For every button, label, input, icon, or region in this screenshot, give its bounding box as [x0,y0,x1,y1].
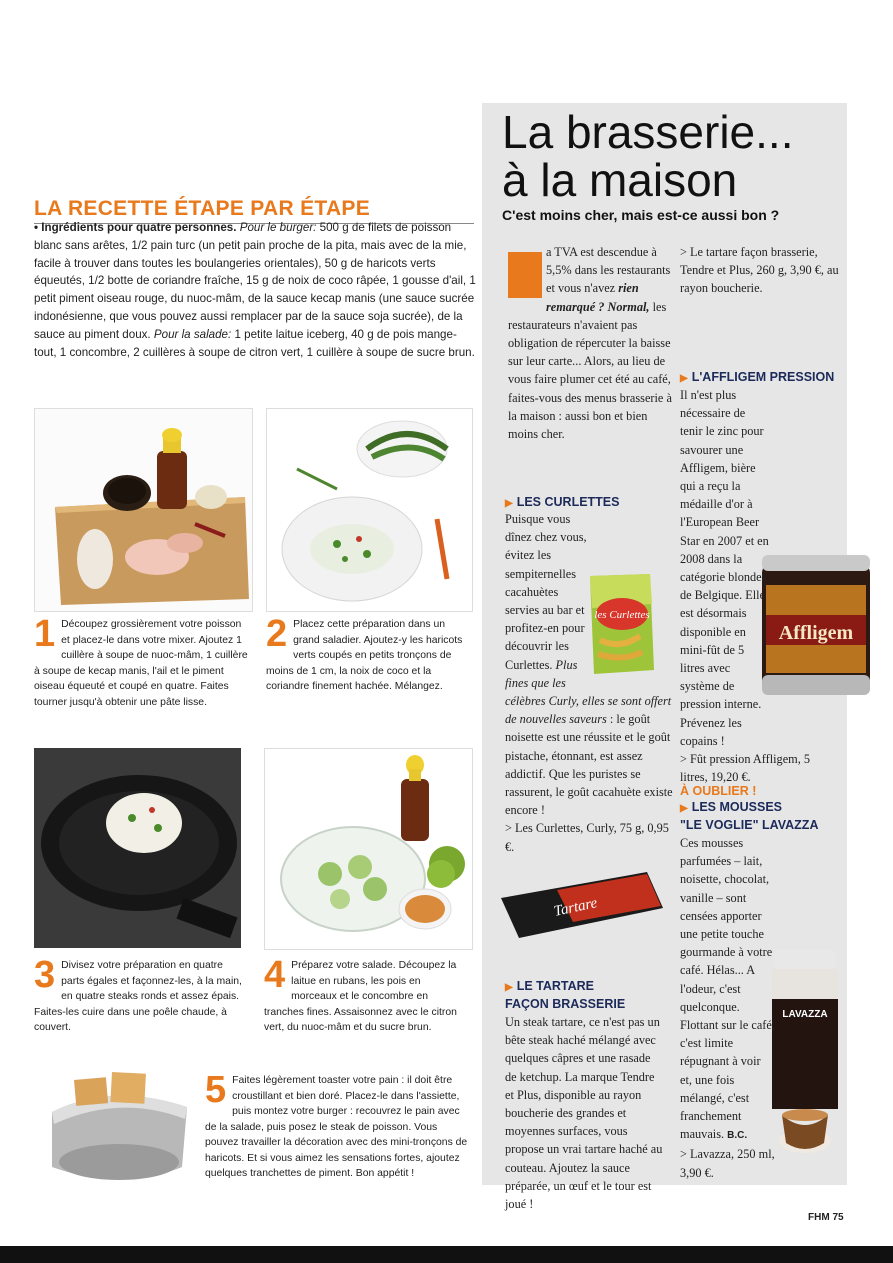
tartare-heading-line1: LE TARTARE [516,979,595,993]
intro-text: a TVA est descendue à 5,5% dans les restaurants et vous n'avez [546,245,671,296]
arrow-icon: ▶ [680,803,688,814]
tartare-heading [505,978,675,1012]
curlettes-image-space [593,510,675,678]
burger-label: Pour le burger: [239,221,317,234]
step-number: 4 [264,954,286,996]
ingredients-paragraph [34,219,479,361]
tartare-body: Un steak tartare, ce n'est pas un bête steak haché mélangé avec quelques câpres et une rasade de ketchup. La marque Tendre et Plus, disponible au rayon boucherie des grandes et moyennes surfaces, vous propose un vrai tartare haché au couteau. Ajoutez la sauce préparée, un œuf et le tour est joué ! [505,1015,663,1212]
step-text: Découpez grossièrement votre poisson et placez-le dans votre mixer. Ajoutez 1 cuillère à soupe de nuoc-mâm, 1 cuillère à soupe de kecap manis, l'ail et le piment oiseau équeuté et coupé en quatre. Faites tourner jusqu'à obtenir une pâte lisse. [34,619,248,708]
mousses-heading-line1: LES MOUSSES [691,800,782,814]
arrow-icon: ▶ [680,373,688,384]
lavazza-logo-text: LAVAZZA [782,1009,828,1020]
step-2 [266,613,466,695]
step5-photo [34,1052,199,1187]
sidebar-title-line2: à la maison [502,154,738,206]
step-number: 2 [266,613,288,655]
curlettes-price: > Les Curlettes, Curly, 75 g, 0,95 €. [505,821,669,854]
step4-photo [264,748,473,950]
step-text: Préparez votre salade. Découpez la laitue en rubans, les pois en morceaux et le concombre en tranches fines. Assaisonnez avec le citron vert, du nuoc-mâm et du sucre brun. [264,960,457,1033]
curlettes-rest: : le goût noisette est une réussite et le goût pistache, étonnant, est assez addictif. Que les puristes se rassurent, le goût cacahuète existe encore ! [505,712,673,818]
arrow-icon: ▶ [505,498,513,509]
sidebar-subtitle: C'est moins cher, mais est-ce aussi bon ? [502,207,780,223]
step3-photo [34,748,241,948]
step-number: 5 [205,1069,227,1111]
intro-italic: rien remarqué ? Normal, [546,281,650,314]
step-number: 1 [34,613,56,655]
drop-cap-space [508,243,546,299]
salad-text: 1 petite laitue iceberg, 40 g de pois mange-tout, 1 concombre, 2 cuillères à soupe de citron vert, 1 cuillère à soupe de sucre brun. [34,327,475,359]
affligem-heading [680,369,845,387]
intro-paragraph [508,243,680,443]
affligem-heading-text: L'AFFLIGEM PRESSION [691,370,835,384]
mousses-author: B.C. [727,1130,748,1142]
mousses-price: > Lavazza, 250 ml, 3,90 €. [680,1147,775,1180]
curlettes-text: Puisque vous dînez chez vous, évitez les sempiternelles cacahuètes servies au bar et profitez-en pour découvrir les Curlettes. [505,512,587,672]
tartare-heading-line2: FAÇON BRASSERIE [505,997,626,1011]
lavazza-product-image [768,945,842,1177]
affligem-body [680,386,830,786]
step-3 [34,954,244,1036]
sidebar-title-line1: La brasserie... [502,106,794,158]
step-5 [205,1069,473,1182]
step2-photo [266,408,473,612]
step-text: Placez cette préparation dans un grand saladier. Ajoutez-y les haricots verts coupés en petits tronçons de moins de 1 cm, la noix de coco et la coriandre finement hachée. Mélangez. [266,619,463,692]
ingredients-lead: • Ingrédients pour quatre personnes. [34,221,237,234]
arrow-icon: ▶ [505,982,513,993]
affligem-logo-text: Affligem [778,622,854,644]
affligem-price: > Fût pression Affligem, 5 litres, 19,20 €. [680,752,811,785]
step-number: 3 [34,954,56,996]
affligem-text: Il n'est plus nécessaire de tenir le zinc pour savourer une Affligem, bière qui a reçu la médaille d'or à l'European Beer Star en 2007 et en 2008 dans la catégorie blondes de Belgique. Elle est désormais disponible en mini-fût de 5 litres avec système de pression interne. Prévenez les copains ! [680,388,769,748]
step-4 [264,954,469,1036]
mousses-heading [680,799,845,833]
mousses-body [680,834,775,1182]
footer-bar [0,1246,893,1263]
oublier-label: À OUBLIER ! [680,784,757,798]
curlettes-heading-text: LES CURLETTES [516,495,620,509]
mousses-text: Ces mousses parfumées – lait, noisette, chocolat, vanille – sont censées apporter une petite touche gourmande à votre café. Hélas... A l'odeur, c'est quelconque. Flottant sur le café, c'est limite répugnant à voir et, une fois mélangé, c'est franchement mauvais. [680,836,775,1142]
salad-label: Pour la salade: [153,327,232,341]
step-1 [34,613,250,710]
burger-text: 500 g de filets de poisson blanc sans arêtes, 1/2 pain turc (un petit pain proche de la pita, mais avec de la mie, facile à trouver dans toutes les boulangeries orientales), 50 g de haricots verts équeutés, 1/2 botte de coriandre fraîche, 15 g de noix de coco râpée, 1 gousse d'ail, 1 petit piment oiseau rouge, du nuoc-mâm, de la sauce kecap manis (une sauce sucrée indonésienne, que vous pouvez aussi remplacer par de la sauce soja sucrée), de la sauce au piment doux. [34,221,476,341]
mousses-heading-line2: "LE VOGLIE" LAVAZZA [680,818,819,832]
step1-photo [34,408,253,612]
page-number: FHM 75 [808,1212,844,1223]
tartare-package-image [497,868,667,946]
curlettes-pack-text: les Curlettes [594,609,650,621]
tartare-pack-text: Tartare [552,895,599,920]
curlettes-italic: Plus fines que les célèbres Curly, elles se sont offert de nouvelles saveurs [505,657,672,727]
step-text: Divisez votre préparation en quatre parts égales et façonnez-les, à la main, en quatre steaks ronds et assez épais. Faites-les cuire dans une poêle chaude, à couvert. [34,960,242,1033]
tartare-price: > Le tartare façon brasserie, Tendre et Plus, 260 g, 3,90 €, au rayon boucherie. [680,245,839,296]
step-text: Faites légèrement toaster votre pain : il doit être croustillant et bien doré. Placez-le dans l'assiette, puis montez votre burger : recouvrez le pain avec de la salade, puis posez le steak de poisson. Vous pouvez travailler la décoration avec des mini-tronçons de haricots. Et si vous aimez les sensations fortes, ajoutez quelques tranchettes de piment. Bon appétit ! [205,1075,468,1179]
intro-rest: les restaurateurs n'avaient pas obligation de répercuter la baisse sur leur carte... Alors, au lieu de vous faire plumer cet été au café, faites-vous des menus brasserie à la maison : aussi bon et bien moins cher. [508,299,672,442]
affligem-image-space [770,531,830,721]
recipe-title: LA RECETTE ÉTAPE PAR ÉTAPE [34,197,474,224]
sidebar-title [502,108,842,204]
curlettes-body [505,510,675,856]
tartare-body-continued [680,243,840,298]
